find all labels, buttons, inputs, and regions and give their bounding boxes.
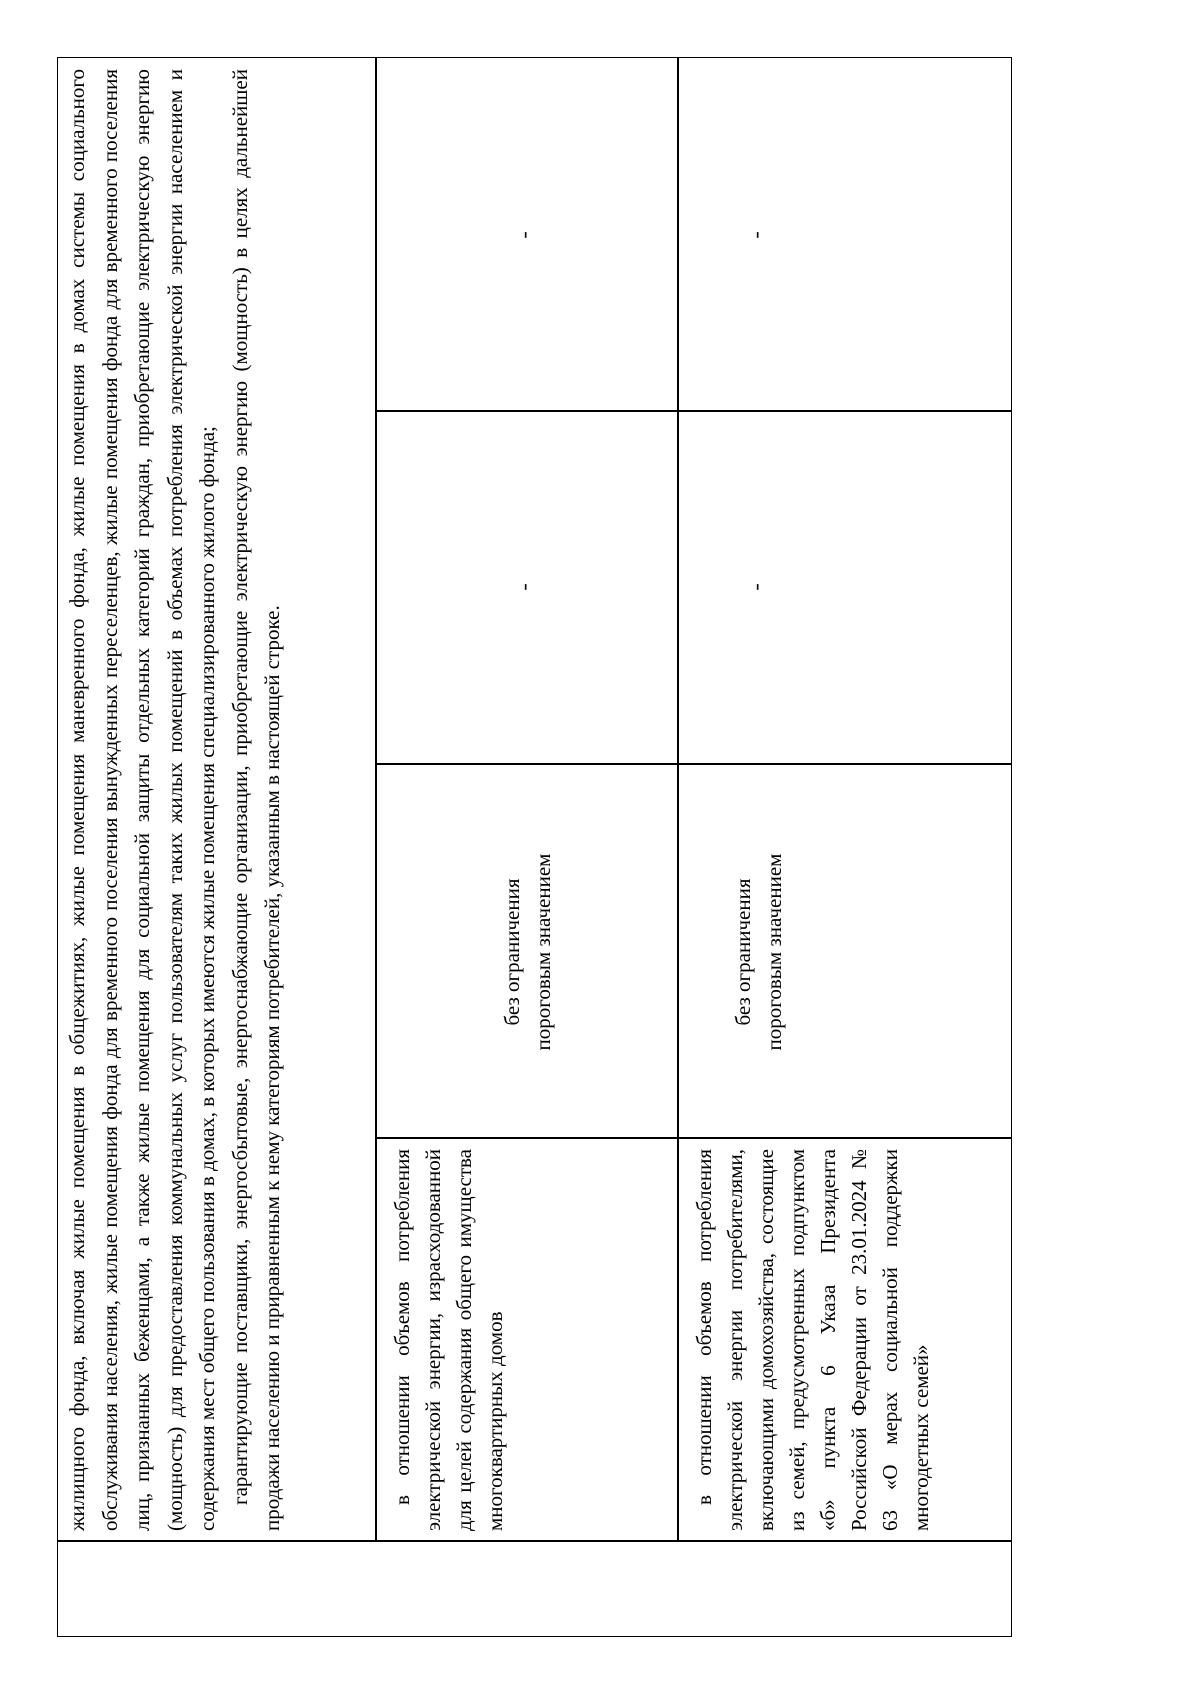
row-divider-1 [677, 57, 679, 1542]
col-divider-desc [375, 1138, 1012, 1140]
row-1-value-2: - [511, 231, 536, 239]
row-1-value-1: - [511, 583, 536, 591]
intro-paragraph [61, 69, 289, 1531]
col-divider-left [57, 1541, 1012, 1543]
row-2-threshold [689, 772, 829, 1132]
col-divider-threshold [375, 764, 1012, 766]
col-divider-value [375, 411, 1012, 413]
row-divider-intro [375, 57, 377, 1542]
row-2-description: в отношении объемов потребления электрической энергии потребителями, включающими домохозяйства, состоящие из семей, предусмотренных подпунктом «б» пункта 6 Указа Президента Российской Федерации от 23.01.2024 № 63 «О мерах социальной поддержки многодетных семей» [692, 1149, 933, 1531]
row-1-description: в отношении объемов потребления электрической энергии, израсходованной для целей содержания общего имущества многоквартирных домов [390, 1149, 507, 1531]
row-2-value-2: - [743, 231, 768, 239]
row-2-value-1: - [743, 583, 768, 591]
rotated-table-page [57, 57, 1012, 1637]
row-1-threshold-text: без ограничения пороговым значением [500, 853, 555, 1051]
intro-text-2: гарантирующие поставщики, энергосбытовые, энергоснабжающие организации, приобретающие электрическую энергию (мощность) в целях дальнейшей продажи населению и приравненным к нему категориям потребителей, указанным в настоящей строке. [227, 69, 284, 1531]
intro-text: жилищного фонда, включая жилые помещения в общежитиях, жилые помещения маневренного фонда, жилые помещения в домах системы социального обслуживания населения, жилые помещения фонда для временного поселения вынужденных переселенцев, жилые помещения фонда для временного поселения лиц, признанных беженцами, а также жилые помещения для социальной защиты отдельных категорий граждан, приобретающие электрическую энергию (мощность) для предоставления коммунальных услуг пользователям таких жилых помещений в объемах потребления электрической энергии населением и содержания мест общего пользования в домах, в которых имеются жилые помещения специализированного жилого фонда; [65, 69, 219, 1531]
row-2-threshold-text: без ограничения пороговым значением [731, 853, 786, 1051]
row-1-threshold [387, 772, 669, 1132]
